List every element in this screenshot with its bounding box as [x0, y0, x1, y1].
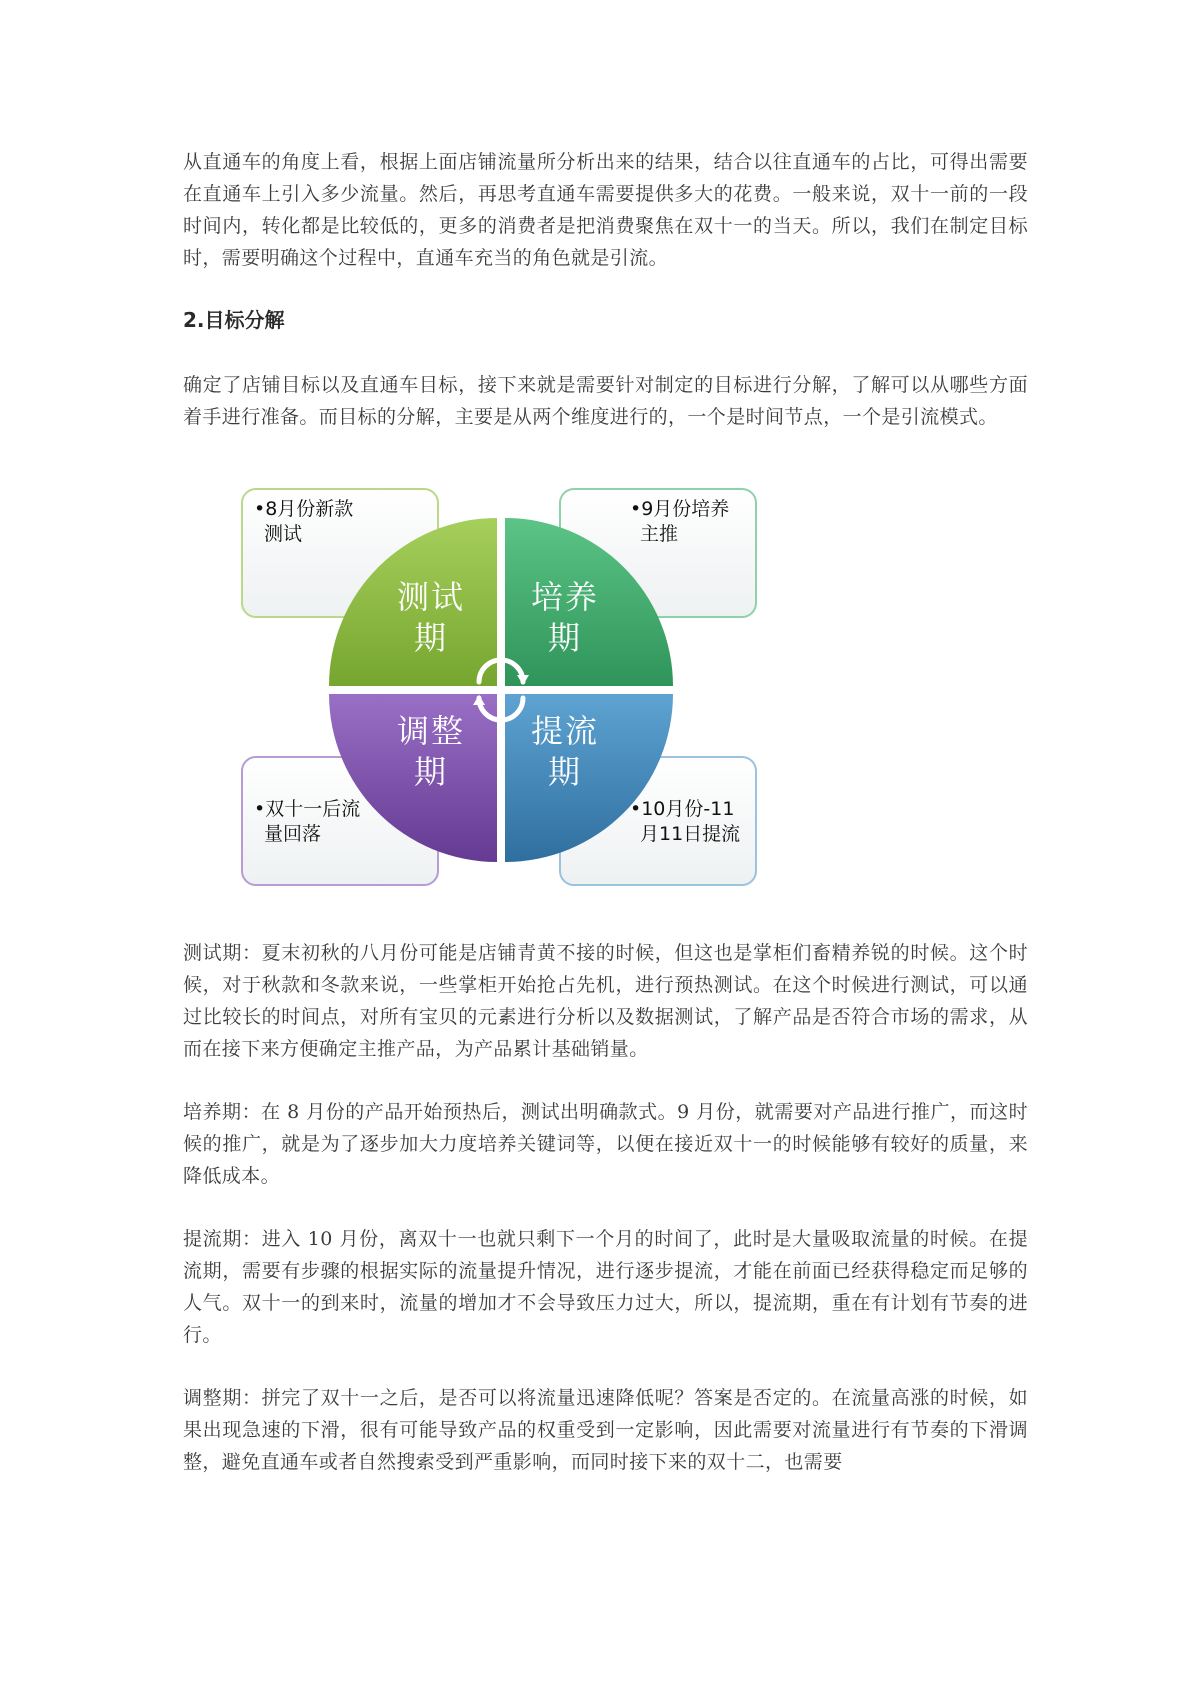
- segment-adjust-label: 调整 期: [396, 712, 465, 791]
- paragraph-intro: 从直通车的角度上看，根据上面店铺流量所分析出来的结果，结合以往直通车的占比，可得出需要在直通车上引入多少流量。然后，再思考直通车需要提供多大的花费。一般来说，双十一前的一段时间内，转化都是比较低的，更多的消费者是把消费聚焦在双十一的当天。所以，我们在制定目标时，需要明确这个过程中，直通车充当的角色就是引流。: [183, 151, 1028, 269]
- paragraph-adjust-phase: 调整期：拼完了双十一之后，是否可以将流量迅速降低呢？答案是否定的。在流量高涨的时候，如果出现急速的下滑，很有可能导致产品的权重受到一定影响，因此需要对流量进行有节奏的下滑调整，避免直通车或者自然搜索受到严重影响，而同时接下来的双十二，也需要: [183, 1387, 1028, 1473]
- box-grow-text: •9月份培养 主推: [630, 498, 730, 545]
- box-adjust-text: •双十一后流 量回落: [254, 798, 361, 845]
- paragraph-boost-phase: 提流期：进入 10 月份，离双十一也就只剩下一个月的时间了，此时是大量吸取流量的时候。在提流期，需要有步骤的根据实际的流量提升情况，进行逐步提流，才能在前面已经获得稳定而足够的人气。双十一的到来时，流量的增加才不会导致压力过大，所以，提流期，重在有计划有节奏的进行。: [183, 1228, 1028, 1346]
- box-boost-text: •10月份-11 月11日提流: [630, 798, 741, 845]
- section-heading: 2.目标分解: [183, 308, 285, 332]
- paragraph-decompose: 确定了店铺目标以及直通车目标，接下来就是需要针对制定的目标进行分解，了解可以从哪些方面着手进行准备。而目标的分解，主要是从两个维度进行的，一个是时间节点，一个是引流模式。: [183, 374, 1028, 428]
- paragraph-grow-phase: 培养期：在 8 月份的产品开始预热后，测试出明确款式。9 月份，就需要对产品进行推广，而这时候的推广，就是为了逐步加大力度培养关键词等，以便在接近双十一的时候能够有较好的质量，来降低成本。: [183, 1101, 1028, 1187]
- segment-grow-label: 培养 期: [530, 578, 599, 657]
- segment-boost-label: 提流 期: [530, 712, 599, 791]
- phase-cycle-diagram: [238, 485, 768, 905]
- box-test-text: •8月份新款 测试: [254, 498, 354, 545]
- segment-test-label: 测试 期: [396, 578, 465, 657]
- paragraph-test-phase: 测试期：夏末初秋的八月份可能是店铺青黄不接的时候，但这也是掌柜们畜精养锐的时候。这个时候，对于秋款和冬款来说，一些掌柜开始抢占先机，进行预热测试。在这个时候进行测试，可以通过比较长的时间点，对所有宝贝的元素进行分析以及数据测试，了解产品是否符合市场的需求，从而在接下来方便确定主推产品，为产品累计基础销量。: [183, 942, 1028, 1060]
